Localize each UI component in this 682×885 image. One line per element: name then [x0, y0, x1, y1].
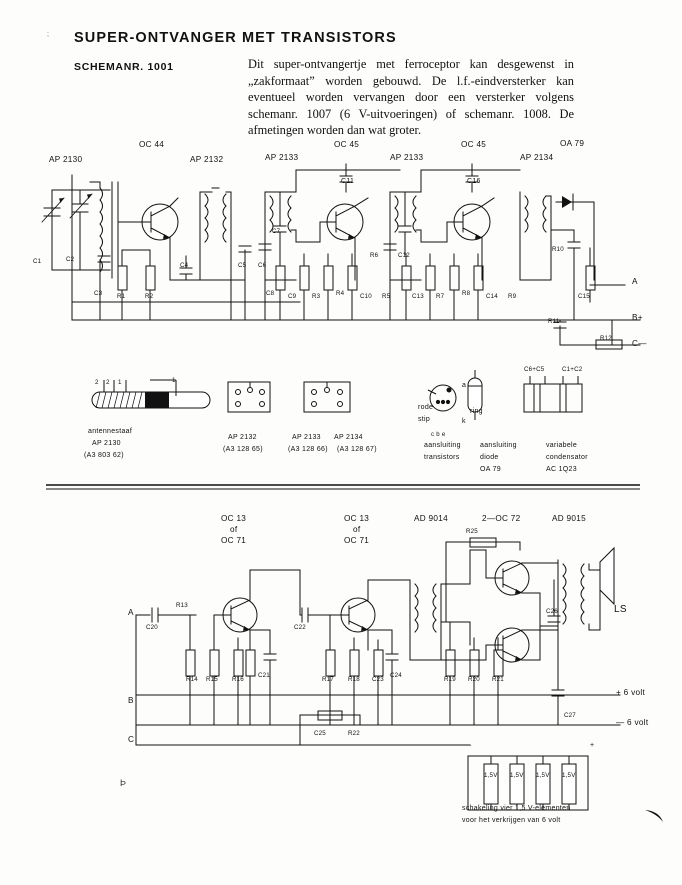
ref-c23: C23	[372, 676, 384, 683]
bottom-circuit-diagram	[0, 520, 682, 850]
label-ring: ring	[470, 408, 483, 415]
page-title: SUPER-ONTVANGER MET TRANSISTORS	[74, 30, 397, 46]
label-bottom-t2: OC 13	[344, 514, 370, 523]
ref-c14: R8	[462, 290, 471, 297]
caption-ap2130-code: (A3 803 62)	[84, 452, 124, 459]
caption-ac1023: AC 1Q23	[546, 466, 577, 473]
ref-r17: R17	[322, 676, 334, 683]
ref-r20: R20	[468, 676, 480, 683]
battery-cell-4: 1,5V	[562, 772, 576, 779]
caption-ap2132-code: (A3 128 65)	[223, 446, 263, 453]
label-ad9014: AD 9014	[414, 514, 448, 523]
ref-r19: R19	[444, 676, 456, 683]
battery-cell-1: 1,5V	[484, 772, 498, 779]
label-oa79: OA 79	[560, 139, 585, 148]
ref-c15: R10	[552, 246, 564, 253]
label-supply-negative: — 6 volt	[616, 718, 649, 727]
ref-c25: C25	[314, 730, 326, 737]
label-c11: C11	[341, 178, 355, 185]
ref-c22: C22	[294, 624, 306, 631]
caption-ap2133-code: (A3 128 66)	[288, 446, 328, 453]
label-bottom-t1-alt: OC 71	[221, 536, 247, 545]
label-ap2130: AP 2130	[49, 155, 83, 164]
antenna-pin-2a: 2	[95, 379, 99, 386]
label-transistor-pins: c b e	[431, 432, 446, 438]
label-oc45-2: OC 45	[461, 140, 487, 149]
label-c16: C16	[467, 178, 481, 185]
ref-c2: C2	[66, 256, 75, 263]
terminal-cminus: C—	[632, 339, 647, 348]
diode-pin-a: a	[462, 382, 467, 389]
intro-paragraph: Dit super-ontvangertje met ferroceptor kan desgewenst in „zakformaat” worden gebouwd. De l.f.-eindversterker kan eventueel worden vervangen door een versterker volgens schemanr. 1007 (6 V-uitvoeringen) of schemanr. 1008. De afmetingen worden dan wat groter.	[248, 57, 574, 138]
caption-antennestaaf: antennestaaf	[88, 428, 133, 435]
label-ap2133-2: AP 2133	[390, 153, 424, 162]
ref-r1: R1	[117, 293, 126, 300]
caption-transistors: transistors	[424, 454, 460, 461]
caption-variabele: variabele	[546, 442, 578, 449]
ref-c8: C8	[266, 290, 275, 297]
caption-ap2130: AP 2130	[92, 440, 121, 447]
ref-r3: C9	[288, 293, 297, 300]
label-oc45-1: OC 45	[334, 140, 360, 149]
caption-aansluiting-2: aansluiting	[480, 442, 517, 449]
ref-c20: C20	[146, 624, 158, 631]
ref-r25: R25	[466, 528, 478, 535]
varcap-label-left: C6+C5	[524, 366, 545, 373]
schema-number: SCHEMANR. 1001	[74, 61, 174, 73]
varcap-label-right: C1+C2	[562, 366, 583, 373]
ref-r14: R14	[186, 676, 198, 683]
ref-r5: C10	[360, 293, 372, 300]
label-ad9015: AD 9015	[552, 514, 586, 523]
ref-r13: R13	[176, 602, 188, 609]
antenna-pin-1a: 1	[118, 379, 122, 386]
antenna-pin-2b: 2	[106, 379, 110, 386]
label-ap2132: AP 2132	[190, 155, 224, 164]
caption-ap2134-code: (A3 128 67)	[337, 446, 377, 453]
battery-cell-3: 1,5V	[536, 772, 550, 779]
ref-r4: R3	[312, 293, 321, 300]
label-bottom-t1-of: of	[230, 525, 238, 534]
ref-r15: R15	[206, 676, 218, 683]
ref-c7: C7	[272, 228, 281, 235]
ref-c6: C6	[258, 262, 267, 269]
ref-c21: C21	[258, 672, 270, 679]
ref-r2: R2	[145, 293, 154, 300]
ref-r16: R16	[232, 676, 244, 683]
caption-condensator: condensator	[546, 454, 588, 461]
terminal-b-bottom: B	[128, 696, 134, 705]
ref-c4: C4	[180, 262, 189, 269]
ref-r11: C15	[578, 293, 590, 300]
ref-c27: C27	[564, 712, 576, 719]
terminal-a-top: A	[632, 277, 638, 286]
caption-oa79: OA 79	[480, 466, 501, 473]
label-stip: stip	[418, 416, 431, 423]
caption-ap2132: AP 2132	[228, 434, 257, 441]
caption-aansluiting-1: aansluiting	[424, 442, 461, 449]
label-rode: rode	[418, 404, 434, 411]
label-2oc72: 2—OC 72	[482, 514, 521, 523]
ref-c10: R4	[336, 290, 345, 297]
label-ap2133-1: AP 2133	[265, 153, 299, 162]
svg-text:;: ;	[47, 31, 49, 38]
ref-c17: R11	[548, 318, 560, 325]
label-ap2134: AP 2134	[520, 153, 554, 162]
battery-caption-2: voor het verkrijgen van 6 volt	[462, 817, 561, 824]
antenna-pin-1b: 1	[172, 377, 176, 384]
ref-r9: C14	[486, 293, 498, 300]
caption-diode: diode	[480, 454, 499, 461]
label-speaker: LS	[614, 604, 627, 615]
ref-c5: C5	[238, 262, 247, 269]
ref-r12: R12	[600, 335, 612, 342]
label-supply-positive: + 6 volt	[616, 688, 646, 697]
ref-r8: R7	[436, 293, 445, 300]
ref-c13: C12	[398, 252, 410, 259]
label-bottom-t1: OC 13	[221, 514, 247, 523]
divider-bottom	[0, 487, 682, 497]
terminal-bplus: B+	[632, 313, 643, 322]
ref-r21: R21	[492, 676, 504, 683]
ref-r18: R18	[348, 676, 360, 683]
battery-minus: —	[464, 742, 472, 749]
label-bottom-t2-alt: OC 71	[344, 536, 370, 545]
ref-c24: C24	[390, 672, 402, 679]
terminal-a-bottom: A	[128, 608, 134, 617]
battery-cell-2: 1,5V	[510, 772, 524, 779]
label-bottom-t2-of: of	[353, 525, 361, 534]
svg-text:Þ: Þ	[120, 778, 127, 788]
diode-pin-k: k	[462, 418, 466, 425]
caption-ap2134: AP 2134	[334, 434, 363, 441]
ref-c1: C1	[33, 258, 42, 265]
ref-r10: R9	[508, 293, 517, 300]
ref-r6: R5	[382, 293, 391, 300]
terminal-c-bottom: C	[128, 735, 135, 744]
label-oc44: OC 44	[139, 140, 165, 149]
ref-c26: C26	[546, 608, 558, 615]
ref-c3: C3	[94, 290, 103, 297]
caption-ap2133: AP 2133	[292, 434, 321, 441]
battery-caption-1: schakeling vier 1,5 V-elementen	[462, 805, 571, 812]
ref-r22: R22	[348, 730, 360, 737]
battery-plus: +	[590, 742, 595, 749]
ref-r7: C13	[412, 293, 424, 300]
ref-c12: R6	[370, 252, 379, 259]
